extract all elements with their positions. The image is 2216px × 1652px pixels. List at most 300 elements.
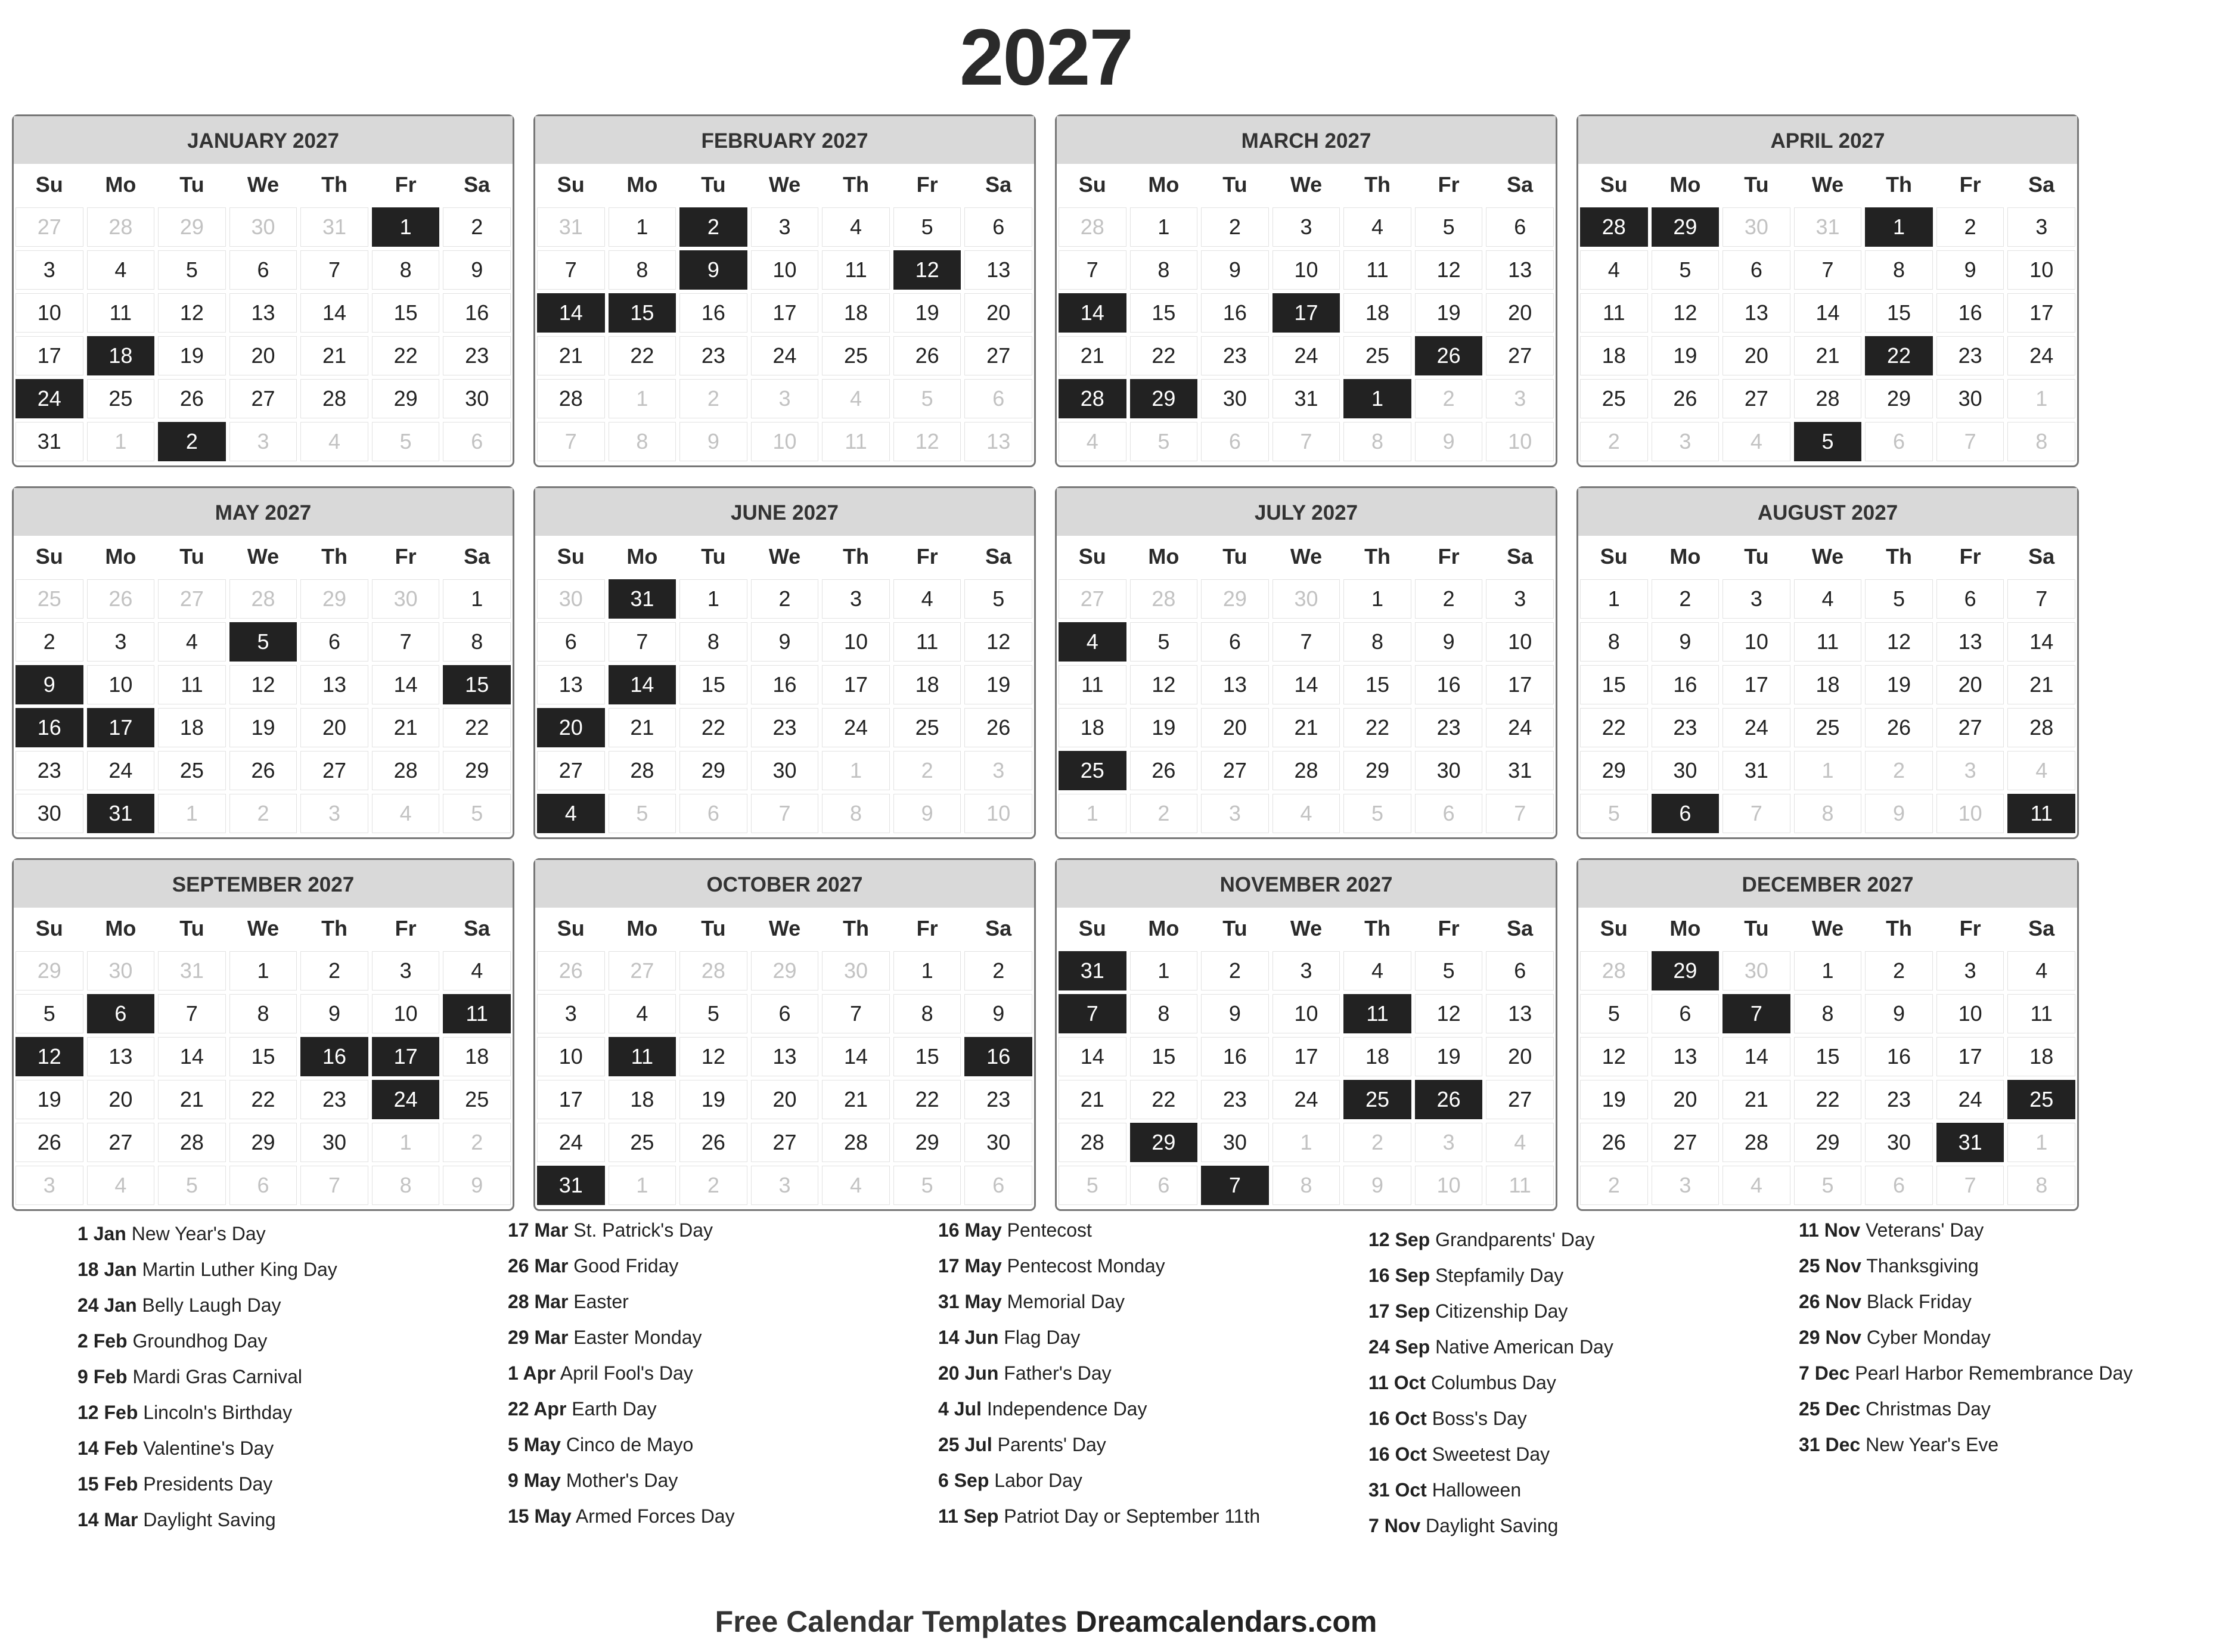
weekday-label: We: [768, 172, 801, 197]
day-cell-outside-month: 5: [893, 379, 961, 418]
day-cell-holiday: 24: [15, 379, 83, 418]
day-cell-outside-month: 8: [1794, 794, 1862, 833]
day-cell: 10: [2007, 250, 2075, 290]
day-cell-outside-month: 3: [229, 422, 297, 461]
day-cell-holiday: 31: [537, 1166, 605, 1205]
weekday-label: Th: [1886, 916, 1913, 940]
day-cell: 7: [537, 250, 605, 290]
holiday-date: 16 May: [938, 1219, 1002, 1241]
day-cell: 30: [443, 379, 511, 418]
day-cell-holiday: 25: [1343, 1080, 1411, 1119]
day-cell: 19: [1580, 1080, 1648, 1119]
day-cell: 22: [1580, 708, 1648, 747]
week-row: [1057, 620, 1556, 663]
day-cell-outside-month: 27: [15, 207, 83, 247]
weekday-label: Mo: [1669, 916, 1701, 940]
weekday-header-row: [14, 536, 513, 577]
day-cell: 15: [1865, 293, 1933, 333]
holiday-name: Grandparents' Day: [1435, 1229, 1595, 1250]
day-cell-outside-month: 4: [1273, 794, 1340, 833]
weekday-label: Tu: [701, 916, 726, 940]
day-cell: 21: [537, 336, 605, 375]
holiday-item: [938, 1467, 1355, 1494]
week-row: [1057, 992, 1556, 1035]
week-row: [14, 420, 513, 463]
day-cell: 23: [1652, 708, 1720, 747]
day-cell-outside-month: 4: [1722, 1166, 1790, 1205]
weekday-label: Fr: [1959, 916, 1981, 940]
day-cell-outside-month: 13: [964, 422, 1032, 461]
weekday-header-row: [535, 908, 1034, 949]
day-cell-outside-month: 1: [822, 751, 890, 790]
holiday-item: [1799, 1431, 2216, 1458]
week-row: [1578, 706, 2077, 749]
week-row: [1578, 949, 2077, 992]
day-cell-outside-month: 3: [1652, 422, 1720, 461]
day-cell: 5: [1652, 250, 1720, 290]
day-cell-holiday: 4: [1059, 622, 1126, 662]
day-cell: 31: [15, 422, 83, 461]
day-cell-outside-month: 29: [751, 951, 819, 990]
day-cell-outside-month: 28: [87, 207, 155, 247]
day-cell-outside-month: 30: [1722, 207, 1790, 247]
holiday-item: [1368, 1226, 1786, 1253]
day-cell: 23: [1865, 1080, 1933, 1119]
day-cell: 7: [1059, 250, 1126, 290]
weekday-label: Sa: [985, 544, 1012, 569]
day-cell: 23: [1936, 336, 2004, 375]
day-cell: 28: [822, 1123, 890, 1162]
holiday-item: [508, 1467, 925, 1494]
holiday-date: 1 Apr: [508, 1362, 556, 1384]
day-cell: 3: [1722, 579, 1790, 619]
week-row: [14, 334, 513, 377]
day-cell: 30: [1652, 751, 1720, 790]
weekday-label: Sa: [2028, 916, 2055, 940]
day-cell: 24: [1722, 708, 1790, 747]
week-row: [1057, 249, 1556, 291]
day-cell-holiday: 17: [372, 1037, 440, 1076]
day-cell: 9: [1865, 994, 1933, 1033]
day-cell: 11: [1343, 250, 1411, 290]
day-cell-outside-month: 29: [1201, 579, 1269, 619]
day-cell: 31: [1722, 751, 1790, 790]
day-cell: 30: [751, 751, 819, 790]
day-cell-outside-month: 30: [1722, 951, 1790, 990]
day-cell-holiday: 14: [609, 665, 676, 704]
day-cell: 23: [1415, 708, 1483, 747]
day-cell-outside-month: 3: [1486, 379, 1554, 418]
holiday-name: Father's Day: [1004, 1362, 1112, 1384]
day-cell: 27: [751, 1123, 819, 1162]
day-cell: 21: [2007, 665, 2075, 704]
holiday-name: Daylight Saving: [1426, 1515, 1559, 1536]
holiday-date: 17 May: [938, 1255, 1002, 1277]
day-cell: 17: [2007, 293, 2075, 333]
day-cell: 17: [1273, 1037, 1340, 1076]
day-cell: 4: [609, 994, 676, 1033]
day-cell-outside-month: 30: [1273, 579, 1340, 619]
holiday-item: [508, 1217, 925, 1244]
holiday-item: [1368, 1441, 1786, 1468]
day-cell-holiday: 31: [1936, 1123, 2004, 1162]
day-cell: 25: [1343, 336, 1411, 375]
day-cell-outside-month: 28: [679, 951, 747, 990]
day-cell-holiday: 16: [300, 1037, 368, 1076]
day-cell: 14: [1794, 293, 1862, 333]
holiday-name: Easter: [573, 1291, 629, 1312]
holiday-name: April Fool's Day: [560, 1362, 693, 1384]
day-cell: 11: [2007, 994, 2075, 1033]
holiday-name: Presidents Day: [143, 1473, 273, 1495]
week-row: [535, 1121, 1034, 1164]
week-row: [1578, 334, 2077, 377]
month-block: [533, 858, 1036, 1211]
day-cell: 29: [443, 751, 511, 790]
day-cell: 30: [1415, 751, 1483, 790]
day-cell: 11: [158, 665, 226, 704]
holiday-item: [77, 1256, 495, 1283]
holiday-item: [938, 1324, 1355, 1351]
day-cell: 3: [822, 579, 890, 619]
month-title: MARCH 2027: [1057, 116, 1556, 164]
day-cell-outside-month: 8: [372, 1166, 440, 1205]
day-cell: 18: [1794, 665, 1862, 704]
day-cell: 27: [87, 1123, 155, 1162]
day-cell: 10: [1722, 622, 1790, 662]
holiday-item: [938, 1396, 1355, 1423]
day-cell: 18: [1343, 293, 1411, 333]
day-cell: 23: [1201, 336, 1269, 375]
holiday-date: 7 Dec: [1799, 1362, 1850, 1384]
day-cell: 10: [751, 250, 819, 290]
holiday-name: Christmas Day: [1866, 1398, 1991, 1420]
day-cell: 5: [1865, 579, 1933, 619]
day-cell: 1: [229, 951, 297, 990]
weekday-label: Th: [1364, 916, 1391, 940]
day-cell: 3: [372, 951, 440, 990]
holiday-name: Belly Laugh Day: [142, 1294, 281, 1316]
holiday-item: [1368, 1513, 1786, 1539]
day-cell: 30: [1936, 379, 2004, 418]
day-cell: 29: [893, 1123, 961, 1162]
holiday-date: 16 Sep: [1368, 1265, 1430, 1286]
day-cell: 21: [300, 336, 368, 375]
holiday-date: 18 Jan: [77, 1259, 137, 1280]
holiday-item: [508, 1253, 925, 1280]
day-cell: 12: [679, 1037, 747, 1076]
holiday-date: 4 Jul: [938, 1398, 982, 1420]
day-cell-outside-month: 5: [1059, 1166, 1126, 1205]
weekday-label: Su: [35, 916, 63, 940]
month-title: FEBRUARY 2027: [535, 116, 1034, 164]
day-cell-outside-month: 5: [1794, 422, 1862, 461]
day-cell: 19: [1865, 665, 1933, 704]
holiday-date: 25 Jul: [938, 1434, 992, 1455]
footer-prefix: Free Calendar Templates: [715, 1605, 1067, 1638]
holiday-item: [1368, 1298, 1786, 1325]
day-cell: 20: [87, 1080, 155, 1119]
weekday-label: Fr: [395, 916, 417, 940]
day-cell-outside-month: 4: [537, 794, 605, 833]
day-cell: 27: [300, 751, 368, 790]
day-cell: 10: [822, 622, 890, 662]
day-cell-outside-month: 11: [2007, 794, 2075, 833]
day-cell: 14: [1722, 1037, 1790, 1076]
holiday-item: [938, 1288, 1355, 1315]
holiday-name: Pearl Harbor Remembrance Day: [1855, 1362, 2133, 1384]
day-cell-holiday: 26: [1415, 336, 1483, 375]
month-block: [12, 486, 514, 839]
day-cell: 24: [751, 336, 819, 375]
day-cell: 12: [229, 665, 297, 704]
week-row: [535, 420, 1034, 463]
day-cell: 26: [893, 336, 961, 375]
weekday-label: Mo: [105, 916, 136, 940]
holiday-item: [1799, 1360, 2216, 1387]
day-cell-outside-month: 26: [87, 579, 155, 619]
month-block: [533, 486, 1036, 839]
day-cell-outside-month: 5: [609, 794, 676, 833]
week-row: [1057, 1035, 1556, 1078]
day-cell: 22: [679, 708, 747, 747]
day-cell: 10: [1936, 994, 2004, 1033]
holiday-date: 1 Jan: [77, 1223, 126, 1244]
holiday-name: Cyber Monday: [1866, 1327, 1991, 1348]
weekday-label: Tu: [1744, 172, 1769, 197]
week-row: [535, 577, 1034, 620]
day-cell: 14: [822, 1037, 890, 1076]
weekday-label: We: [1811, 544, 1844, 569]
day-cell-outside-month: 5: [372, 422, 440, 461]
day-cell: 31: [1486, 751, 1554, 790]
holiday-date: 25 Nov: [1799, 1255, 1861, 1277]
holiday-item: [77, 1507, 495, 1533]
day-cell: 11: [893, 622, 961, 662]
day-cell-outside-month: 5: [1130, 422, 1198, 461]
day-cell: 23: [679, 336, 747, 375]
week-row: [1578, 377, 2077, 420]
day-cell: 16: [679, 293, 747, 333]
day-cell-outside-month: 6: [1130, 1166, 1198, 1205]
day-cell-outside-month: 5: [158, 1166, 226, 1205]
holiday-name: Citizenship Day: [1435, 1300, 1568, 1322]
week-row: [535, 206, 1034, 249]
day-cell: 27: [537, 751, 605, 790]
day-cell: 17: [1486, 665, 1554, 704]
week-row: [14, 577, 513, 620]
day-cell: 3: [1273, 207, 1340, 247]
holiday-name: Halloween: [1432, 1479, 1522, 1501]
holiday-item: [508, 1503, 925, 1530]
day-cell-outside-month: 27: [158, 579, 226, 619]
weekday-label: Su: [1600, 172, 1628, 197]
day-cell-holiday: 25: [2007, 1080, 2075, 1119]
day-cell: 28: [537, 379, 605, 418]
day-cell: 21: [822, 1080, 890, 1119]
day-cell-outside-month: 7: [537, 422, 605, 461]
day-cell-holiday: 20: [537, 708, 605, 747]
day-cell: 24: [822, 708, 890, 747]
weekday-label: Su: [1078, 172, 1106, 197]
day-cell: 29: [1343, 751, 1411, 790]
weekday-label: Sa: [1507, 172, 1534, 197]
day-cell-holiday: 2: [679, 207, 747, 247]
day-cell-holiday: 11: [443, 994, 511, 1033]
week-row: [1057, 420, 1556, 463]
day-cell: 5: [1130, 622, 1198, 662]
day-cell: 13: [537, 665, 605, 704]
day-cell: 27: [1486, 1080, 1554, 1119]
holiday-date: 26 Nov: [1799, 1291, 1861, 1312]
holiday-date: 6 Sep: [938, 1470, 989, 1491]
day-cell: 28: [300, 379, 368, 418]
holiday-item: [77, 1292, 495, 1319]
week-row: [535, 620, 1034, 663]
holiday-name: Pentecost: [1007, 1219, 1092, 1241]
day-cell: 4: [822, 207, 890, 247]
month-block: [1055, 114, 1557, 467]
holiday-name: Thanksgiving: [1866, 1255, 1979, 1277]
day-cell-outside-month: 3: [751, 379, 819, 418]
day-cell: 2: [1201, 207, 1269, 247]
day-cell: 17: [1722, 665, 1790, 704]
day-cell: 17: [537, 1080, 605, 1119]
day-cell: 28: [1273, 751, 1340, 790]
day-cell: 17: [751, 293, 819, 333]
holiday-item: [938, 1360, 1355, 1387]
week-row: [535, 377, 1034, 420]
day-cell-outside-month: 6: [679, 794, 747, 833]
day-cell: 28: [1059, 1123, 1126, 1162]
holiday-date: 29 Mar: [508, 1327, 569, 1348]
holiday-name: Armed Forces Day: [575, 1505, 735, 1527]
day-cell: 12: [1130, 665, 1198, 704]
holiday-item: [508, 1288, 925, 1315]
day-cell: 31: [1273, 379, 1340, 418]
weekday-label: Sa: [1507, 916, 1534, 940]
day-cell: 9: [751, 622, 819, 662]
day-cell-outside-month: 6: [443, 422, 511, 461]
weekday-label: Sa: [2028, 172, 2055, 197]
day-cell: 21: [158, 1080, 226, 1119]
day-cell: 7: [2007, 579, 2075, 619]
day-cell: 24: [1486, 708, 1554, 747]
holiday-name: Cinco de Mayo: [566, 1434, 694, 1455]
month-block: [533, 114, 1036, 467]
day-cell: 8: [1343, 622, 1411, 662]
day-cell: 22: [609, 336, 676, 375]
holiday-name: Sweetest Day: [1432, 1443, 1550, 1465]
day-cell: 1: [609, 207, 676, 247]
day-cell: 5: [1415, 207, 1483, 247]
day-cell: 26: [158, 379, 226, 418]
weekday-label: Th: [1886, 544, 1913, 569]
day-cell: 4: [1794, 579, 1862, 619]
day-cell-outside-month: 2: [1415, 379, 1483, 418]
day-cell-outside-month: 2: [679, 1166, 747, 1205]
day-cell: 5: [679, 994, 747, 1033]
day-cell: 22: [229, 1080, 297, 1119]
day-cell: 19: [1130, 708, 1198, 747]
week-row: [1578, 420, 2077, 463]
day-cell-holiday: 29: [1130, 1123, 1198, 1162]
day-cell: 27: [1936, 708, 2004, 747]
weekday-label: Mo: [626, 916, 658, 940]
day-cell-outside-month: 28: [229, 579, 297, 619]
day-cell: 18: [609, 1080, 676, 1119]
day-cell: 4: [1343, 951, 1411, 990]
week-row: [1578, 206, 2077, 249]
holiday-name: Flag Day: [1004, 1327, 1081, 1348]
day-cell-holiday: 7: [1722, 994, 1790, 1033]
day-cell: 3: [15, 250, 83, 290]
week-row: [14, 206, 513, 249]
week-row: [1057, 206, 1556, 249]
day-cell-outside-month: 1: [1343, 379, 1411, 418]
day-cell-outside-month: 11: [822, 422, 890, 461]
day-cell: 26: [15, 1123, 83, 1162]
day-cell: 13: [1652, 1037, 1720, 1076]
day-cell: 8: [1130, 250, 1198, 290]
month-grid: [12, 114, 2080, 1211]
day-cell: 19: [158, 336, 226, 375]
day-cell: 23: [1201, 1080, 1269, 1119]
weekday-label: Su: [1600, 916, 1628, 940]
day-cell-holiday: 9: [15, 665, 83, 704]
day-cell: 3: [1273, 951, 1340, 990]
weekday-header-row: [1578, 164, 2077, 206]
day-cell: 29: [1794, 1123, 1862, 1162]
day-cell: 7: [1273, 622, 1340, 662]
day-cell: 4: [1343, 207, 1411, 247]
day-cell-outside-month: 5: [1343, 794, 1411, 833]
day-cell-outside-month: 2: [1580, 1166, 1648, 1205]
day-cell-outside-month: 8: [822, 794, 890, 833]
footer-brand-link[interactable]: Dreamcalendars.com: [1075, 1605, 1377, 1638]
holiday-name: Martin Luther King Day: [142, 1259, 337, 1280]
weekday-label: Su: [1078, 916, 1106, 940]
day-cell: 15: [229, 1037, 297, 1076]
day-cell-outside-month: 8: [1273, 1166, 1340, 1205]
day-cell-outside-month: 4: [372, 794, 440, 833]
day-cell-outside-month: 27: [1059, 579, 1126, 619]
day-cell-outside-month: 1: [609, 1166, 676, 1205]
weekday-label: Mo: [1669, 544, 1701, 569]
weekday-label: We: [247, 544, 280, 569]
weekday-label: We: [1290, 544, 1323, 569]
day-cell: 14: [300, 293, 368, 333]
weekday-label: Sa: [985, 172, 1012, 197]
day-cell-outside-month: 2: [1130, 794, 1198, 833]
day-cell-outside-month: 2: [1865, 751, 1933, 790]
month-title: NOVEMBER 2027: [1057, 860, 1556, 908]
day-cell: 7: [372, 622, 440, 662]
week-row: [14, 792, 513, 835]
month-block: [1576, 114, 2079, 467]
week-row: [1578, 249, 2077, 291]
footer: [0, 1604, 2092, 1639]
holiday-name: Mother's Day: [566, 1470, 678, 1491]
day-cell: 3: [87, 622, 155, 662]
year-title: 2027: [959, 13, 1133, 102]
week-row: [14, 749, 513, 792]
day-cell: 2: [300, 951, 368, 990]
day-cell: 21: [1794, 336, 1862, 375]
day-cell: 1: [1343, 579, 1411, 619]
holiday-date: 17 Sep: [1368, 1300, 1430, 1322]
day-cell-holiday: 1: [1865, 207, 1933, 247]
